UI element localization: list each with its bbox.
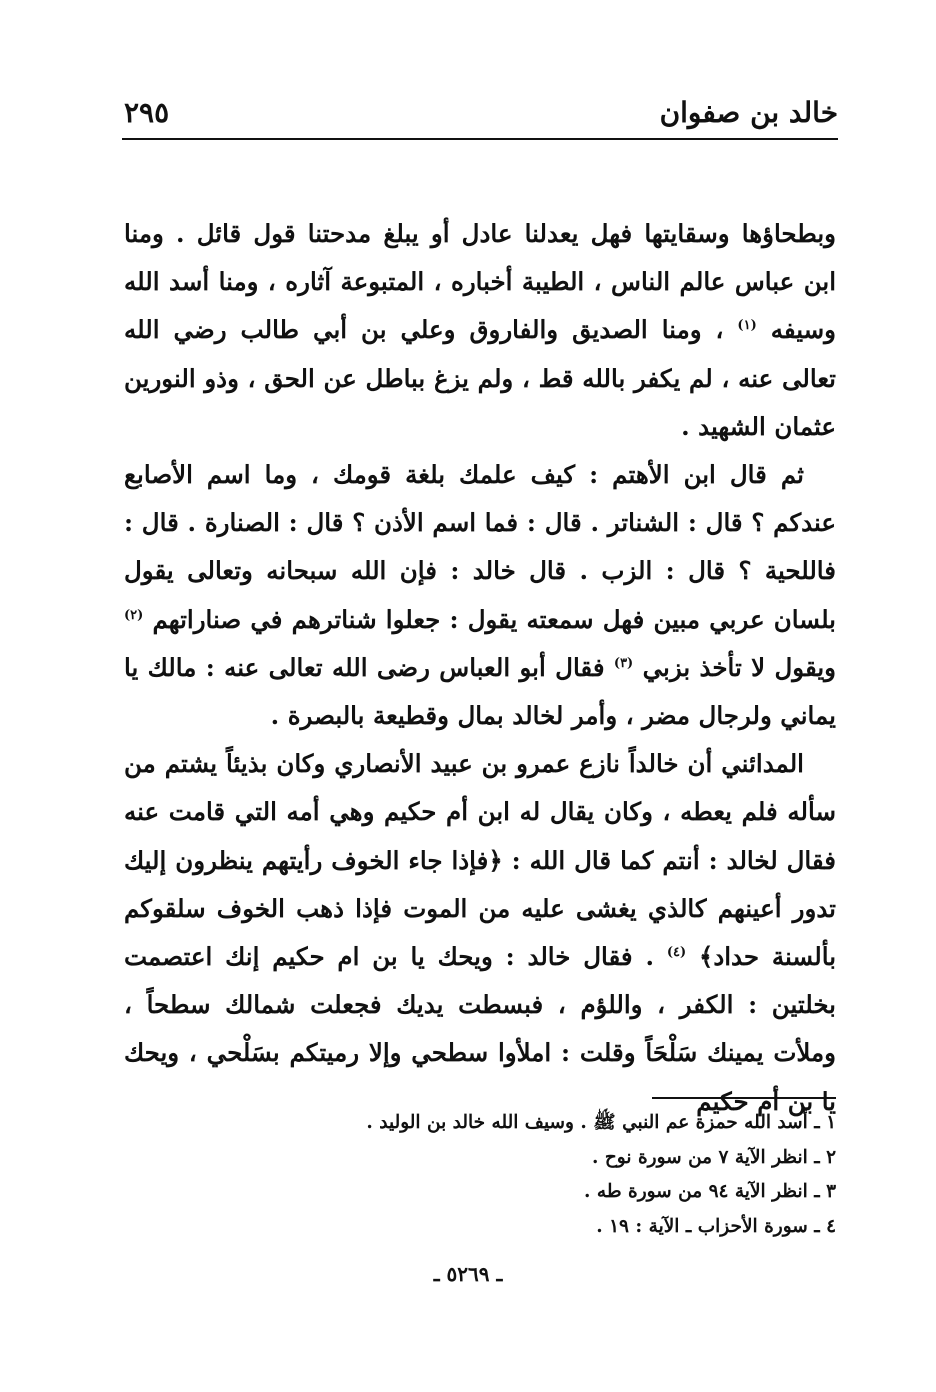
footnote-mark-3: (٣)	[613, 655, 634, 671]
footnote-3: ٣ ـ انظر الآية ٩٤ من سورة طه .	[584, 1181, 836, 1202]
header-page-number: ٢٩٥	[124, 96, 170, 129]
folio-number: ـ ٥٢٦٩ ـ	[433, 1262, 503, 1286]
paragraph-1-continued: ، ومنا الصديق والفاروق وعلي بن أبي طالب رضي الله تعالى عنه ، لم يكفر بالله قط ، ولم يزغ بباطل عن الحق ، وذو النورين عثمان الشهيد .	[124, 315, 836, 441]
paragraph-1	[124, 210, 836, 451]
footnote-4: ٤ ـ سورة الأحزاب ـ الآية : ١٩ .	[596, 1215, 836, 1237]
footnote-mark-2: (٢)	[124, 607, 144, 623]
paragraph-2-continued: فقال أبو العباس رضى الله تعالى عنه : مالك يا يماني ولرجال مضر ، وأمر لخالد بمال وقطيعة بالبصرة .	[124, 652, 836, 731]
paragraph-1-text: وبطحاؤها وسقايتها فهل يعدلنا عادل أو يبلغ مدحتنا قول قائل . ومنا ابن عباس عالم الناس ، الطيبة أخباره ، المتبوعة آثاره ، ومنا أسد الله وسيفه	[124, 219, 837, 345]
footnote-2: ٢ ـ انظر الآية ٧ من سورة نوح .	[591, 1146, 836, 1168]
footnote-rule	[652, 1097, 836, 1099]
paragraph-2-text: ثم قال ابن الأهتم : كيف علمك بلغة قومك ، وما اسم الأصابع عندكم ؟ قال : الشناتر . قال : فما اسم الأذن ؟ قال : الصنارة . قال : فاللحية ؟ قال : الزب . قال خالد : فإن الله سبحانه وتعالى يقول بلسان عربي مبين فهل سمعته يقول : جعلوا شناترهم في صناراتهم	[124, 460, 836, 634]
footnote-mark-1: (١)	[737, 318, 757, 334]
paragraph-2-middle: ويقول لا تأخذ بزبي	[642, 652, 837, 682]
footnote-1: ١ ـ أسد الله حمزة عم النبي ﷺ . وسيف الله خالد بن الوليد .	[366, 1112, 836, 1133]
paragraph-2	[124, 451, 836, 740]
running-header	[122, 92, 838, 138]
footnotes	[300, 1106, 836, 1244]
main-text	[124, 210, 836, 1126]
footnote-mark-4: (٤)	[666, 944, 687, 960]
header-title: خالد بن صفوان	[659, 96, 838, 129]
paragraph-3	[124, 740, 836, 1126]
header-rule	[122, 138, 838, 140]
paragraph-3-text: المدائني أن خالداً نازع عمرو بن عبيد الأنصاري وكان بذيئاً يشتم من سأله فلم يعطه ، وكان يقال له ابن أم حكيم وهي أمه التي قامت عنه فقال لخالد : أنتم كما قال الله : ﴿فإذا جاء الخوف رأيتهم ينظرون إليك تدور أعينهم كالذي يغشى عليه من الموت فإذا ذهب الخوف سلقوكم بألسنة حداد﴾	[124, 749, 837, 972]
paragraph-3-continued: . فقال خالد : ويحك يا بن ام حكيم إنك اعتصمت بخلتين : الكفر ، واللؤم ، فبسطت يديك فجعلت شمالك سطحاً ، وملأت يمينك سَلْحَاً وقلت : املأوا سطحي وإلا رميتكم بسَلْحي ، ويحك يا بن أم حكيم	[124, 942, 836, 1116]
